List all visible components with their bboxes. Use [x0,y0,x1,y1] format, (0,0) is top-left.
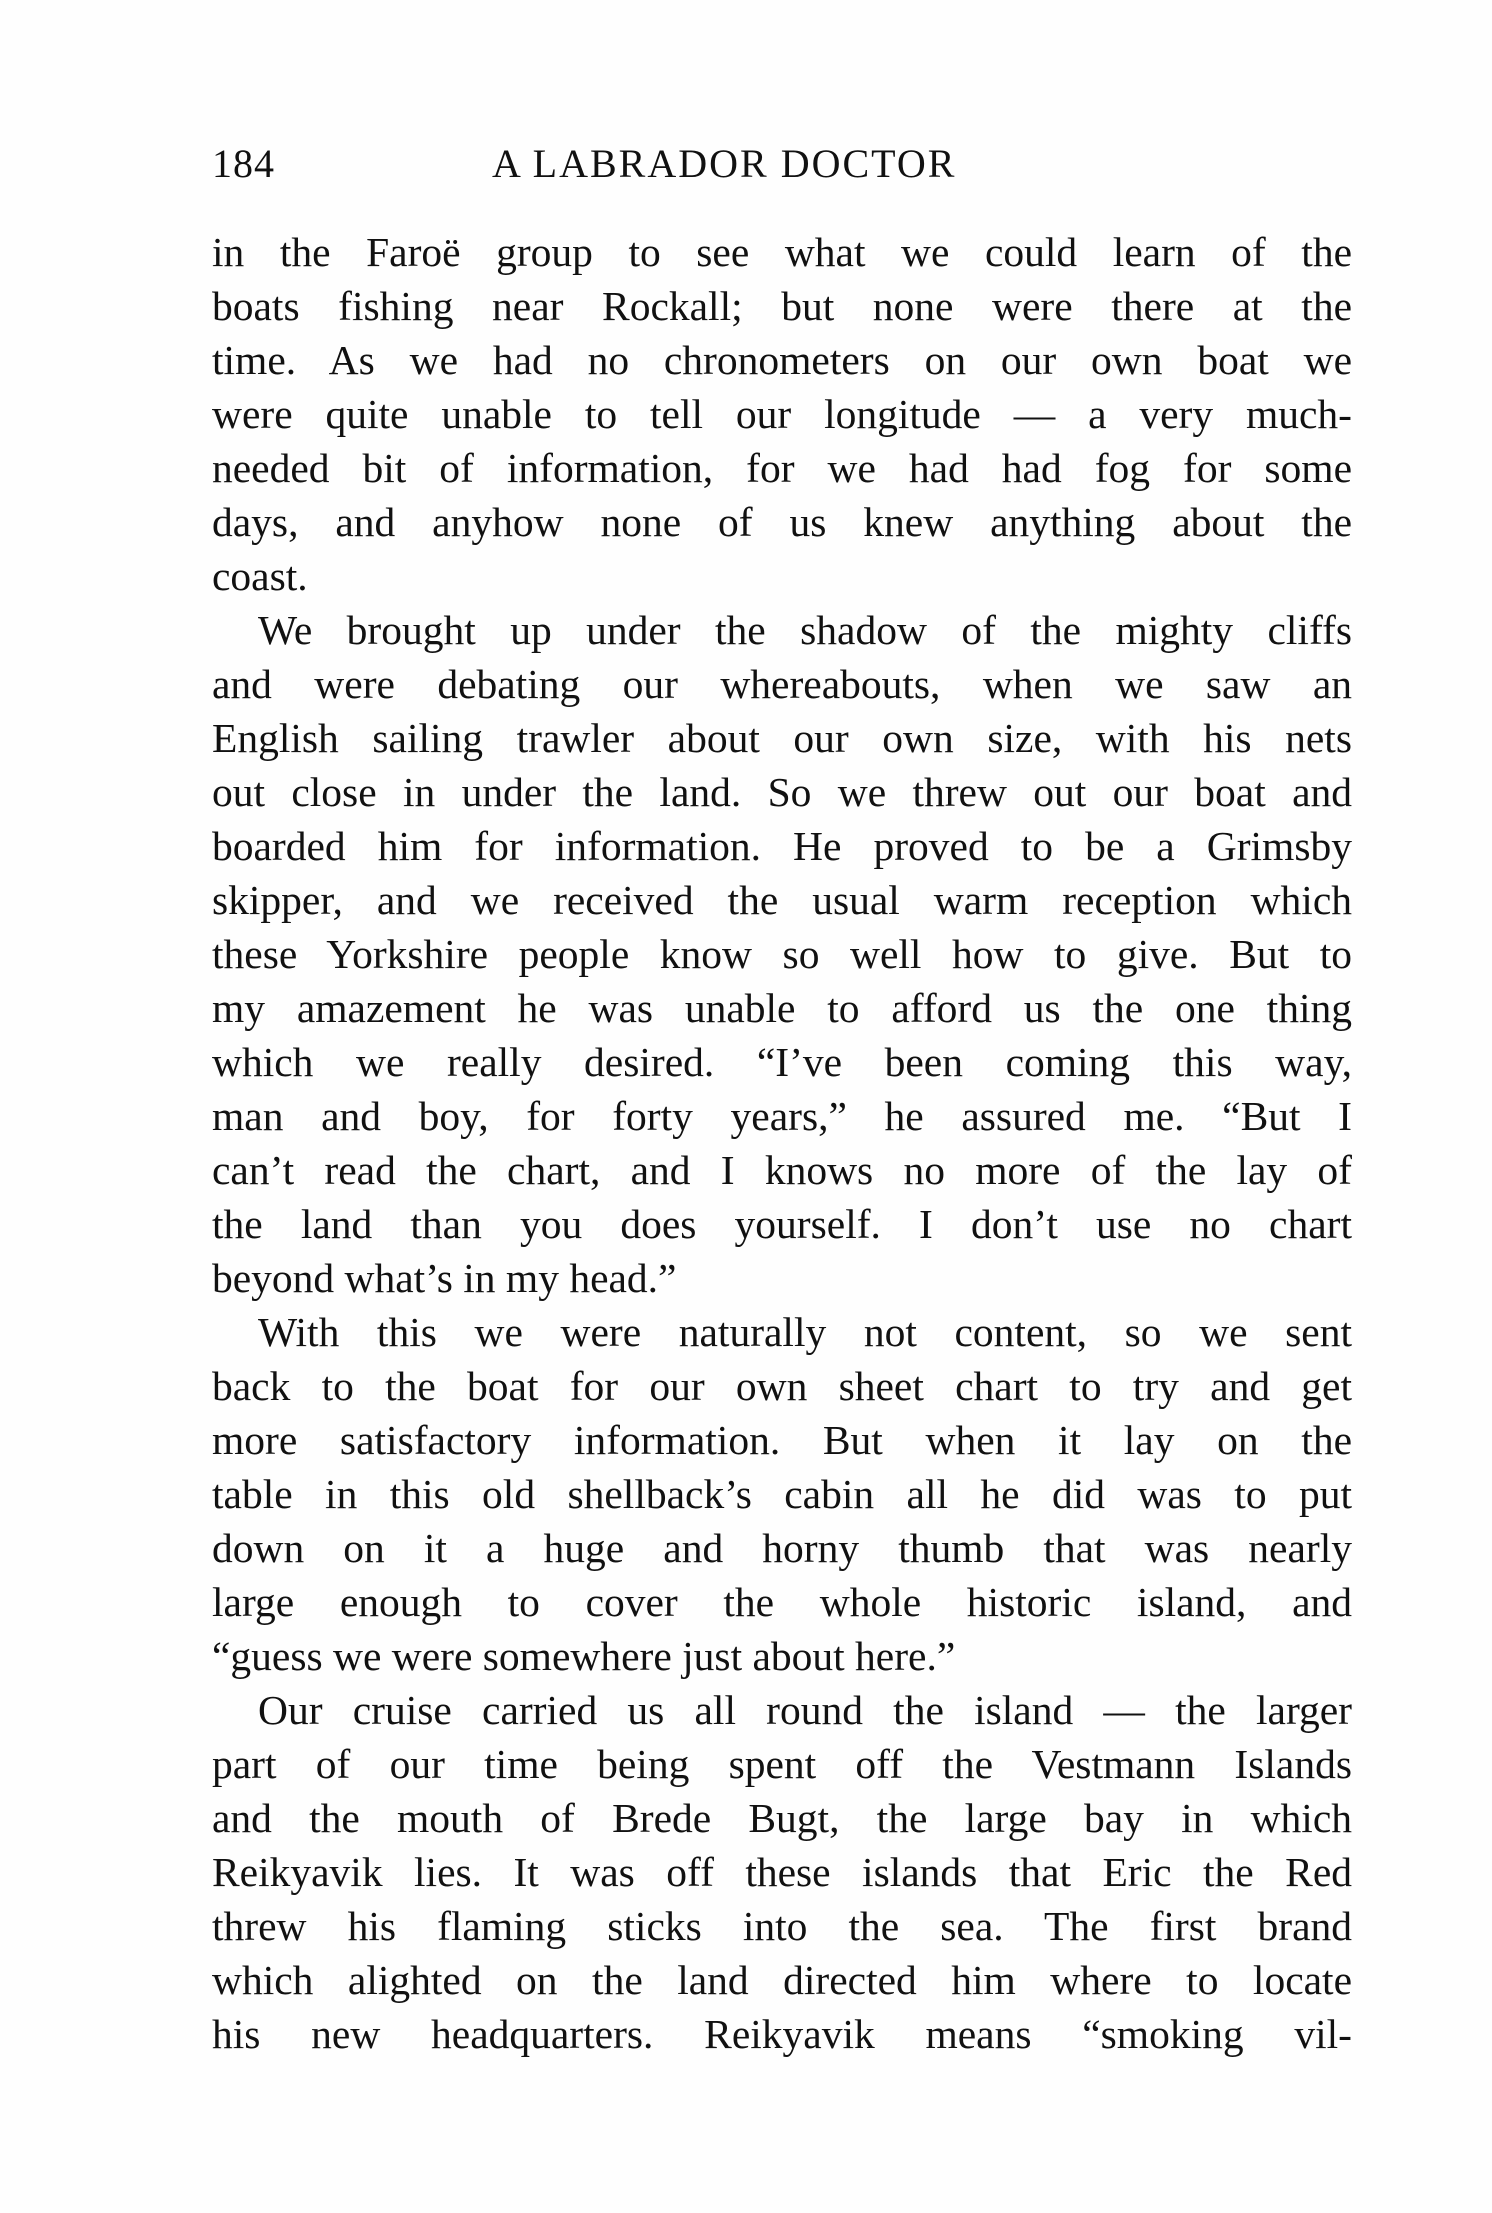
text-line: my amazement he was unable to afford us the one thing [212,985,1352,1031]
text-line: out close in under the land. So we threw out our boat and [212,769,1352,815]
text-line: which alighted on the land directed him where to locate [212,1957,1352,2003]
text-line: the land than you does yourself. I don’t use no chart [212,1201,1352,1247]
paragraph [212,1305,1352,1683]
text-line: We brought up under the shadow of the mighty cliffs [258,607,1352,653]
text-line: large enough to cover the whole historic island, and [212,1579,1352,1625]
text-line: back to the boat for our own sheet chart to try and get [212,1363,1352,1409]
text-line: down on it a huge and horny thumb that was nearly [212,1525,1352,1571]
text-line: boats fishing near Rockall; but none were there at the [212,283,1352,329]
page-header [212,140,1352,200]
text-line: coast. [212,553,308,599]
text-line: threw his flaming sticks into the sea. The first brand [212,1903,1352,1949]
text-line: table in this old shellback’s cabin all he did was to put [212,1471,1352,1517]
page-number: 184 [212,141,275,186]
text-line: “guess we were somewhere just about here.” [212,1633,956,1679]
text-line: his new headquarters. Reikyavik means “smoking vil- [212,2011,1352,2057]
text-line: part of our time being spent off the Vestmann Islands [212,1741,1352,1787]
text-line: boarded him for information. He proved to be a Grimsby [212,823,1352,869]
text-line: Reikyavik lies. It was off these islands that Eric the Red [212,1849,1352,1895]
text-line: With this we were naturally not content, so we sent [258,1309,1352,1355]
text-line: days, and anyhow none of us knew anything about the [212,499,1352,545]
text-line: man and boy, for forty years,” he assured me. “But I [212,1093,1352,1139]
text-line: beyond what’s in my head.” [212,1255,677,1301]
paragraph [212,1683,1352,2061]
text-line: English sailing trawler about our own size, with his nets [212,715,1352,761]
text-line: and the mouth of Brede Bugt, the large bay in which [212,1795,1352,1841]
text-line: in the Faroë group to see what we could learn of the [212,229,1352,275]
text-line: can’t read the chart, and I knows no more of the lay of [212,1147,1352,1193]
body-text [212,225,1352,2061]
text-line: more satisfactory information. But when it lay on the [212,1417,1352,1463]
paragraph [212,225,1352,603]
text-line: these Yorkshire people know so well how to give. But to [212,931,1352,977]
text-line: and were debating our whereabouts, when we saw an [212,661,1352,707]
running-title: A LABRADOR DOCTOR [492,141,957,186]
text-line: Our cruise carried us all round the island — the larger [258,1687,1352,1733]
paragraph [212,603,1352,1305]
text-line: which we really desired. “I’ve been coming this way, [212,1039,1352,1085]
text-line: were quite unable to tell our longitude — a very much- [212,391,1352,437]
text-line: skipper, and we received the usual warm reception which [212,877,1352,923]
text-line: needed bit of information, for we had had fog for some [212,445,1352,491]
text-line: time. As we had no chronometers on our own boat we [212,337,1352,383]
